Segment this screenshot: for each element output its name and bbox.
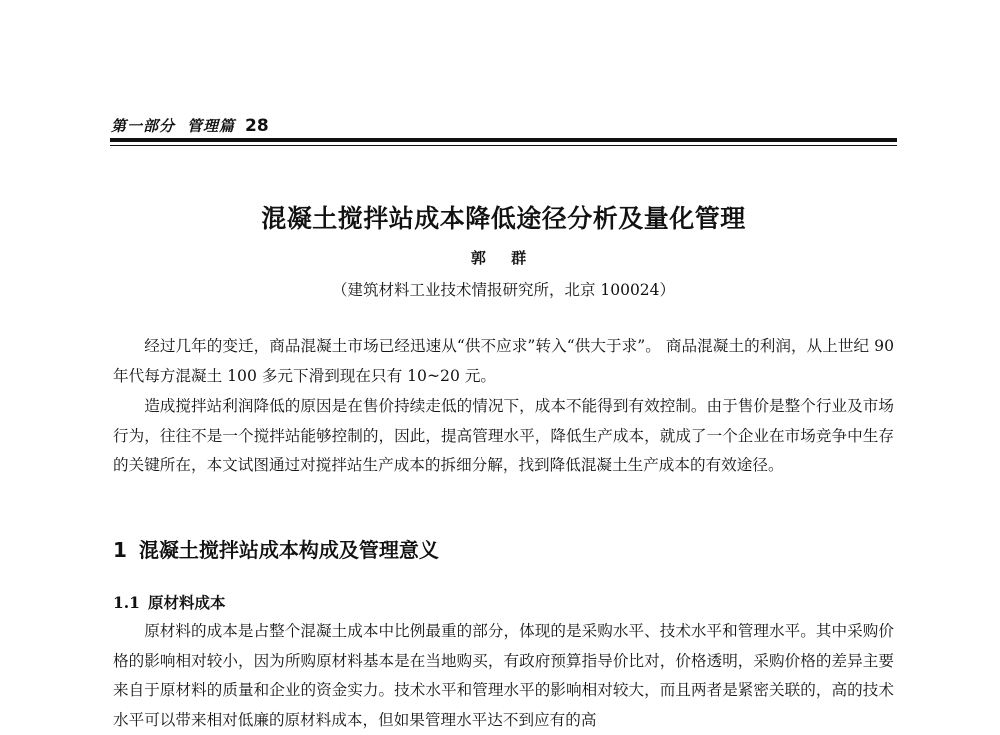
section-heading-1 bbox=[113, 534, 439, 563]
article-author: 郭 群 bbox=[470, 249, 537, 267]
subsection-heading-1-1 bbox=[113, 591, 225, 613]
header-rule-thin bbox=[110, 145, 897, 146]
section-title: 混凝土搅拌站成本构成及管理意义 bbox=[138, 538, 439, 562]
body-paragraph-1: 经过几年的变迁，商品混凝土市场已经迅速从“供不应求”转入“供大于求”。 商品混凝土的利润，从上世纪 90 年代每方混凝土 100 多元下滑到现在只有 10~20 元。 bbox=[113, 337, 894, 385]
body-paragraph-3: 原材料的成本是占整个混凝土成本中比例最重的部分，体现的是采购水平、技术水平和管理水平。其中采购价格的影响相对较小，因为所购原材料基本是在当地购买，有政府预算指导价比对，价格透明，采购价格的差异主要来自于原材料的质量和企业的资金实力。技术水平和管理水平的影响相对较大，而且两者是紧密关联的，高的技术水平可以带来相对低廉的原材料成本，但如果管理水平达不到应有的高 bbox=[113, 622, 894, 729]
body-paragraph-2: 造成搅拌站利润降低的原因是在售价持续走低的情况下，成本不能得到有效控制。由于售价是整个行业及市场行为，往往不是一个搅拌站能够控制的，因此，提高管理水平，降低生产成本，就成了一个企业在市场竞争中生存的关键所在，本文试图通过对搅拌站生产成本的拆细分解，找到降低混凝土生产成本的有效途径。 bbox=[113, 397, 894, 475]
running-header bbox=[111, 114, 269, 136]
header-rule-thick bbox=[110, 138, 897, 142]
article-affiliation: （建筑材料工业技术情报研究所，北京 100024） bbox=[331, 281, 676, 299]
article-title: 混凝土搅拌站成本降低途径分析及量化管理 bbox=[261, 204, 746, 233]
section-number: 1 bbox=[113, 538, 127, 562]
header-part: 第一部分 bbox=[111, 117, 176, 135]
subsection-title: 原材料成本 bbox=[147, 593, 226, 612]
subsection-number: 1.1 bbox=[113, 593, 140, 612]
header-section: 管理篇 bbox=[187, 117, 236, 135]
page-number: 28 bbox=[245, 116, 269, 136]
